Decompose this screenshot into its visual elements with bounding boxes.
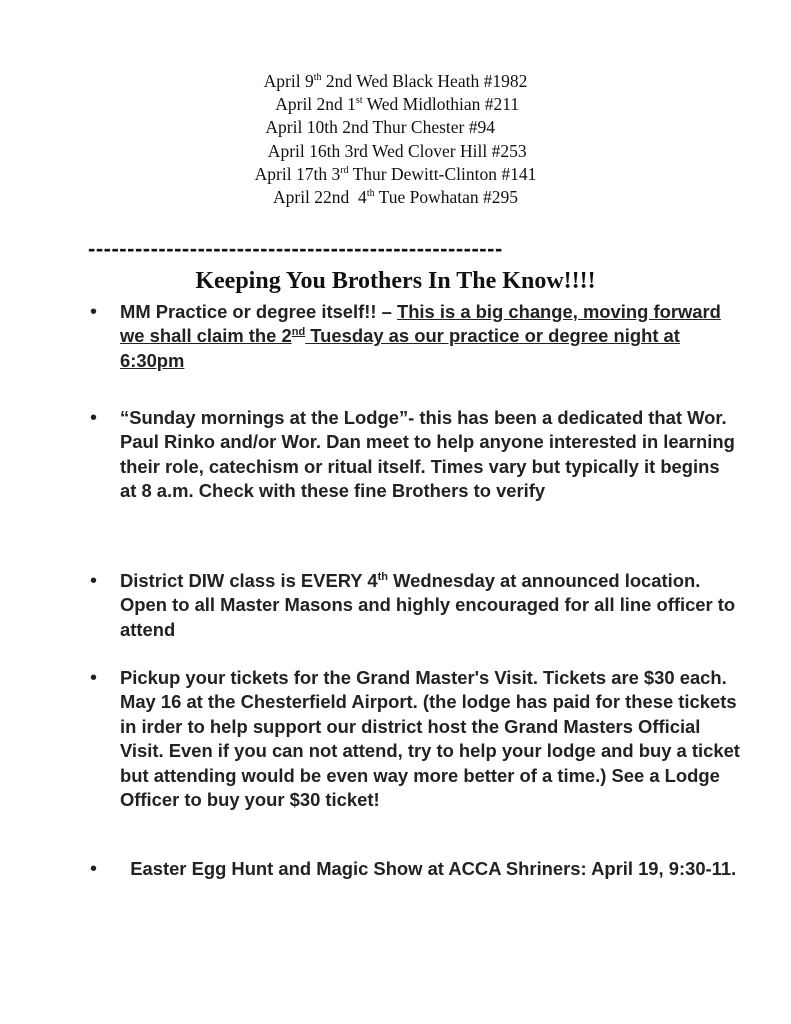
- schedule-line: April 10th 2nd Thur Chester #94: [265, 117, 526, 138]
- list-item-diw-class: [90, 569, 740, 642]
- schedule-line: April 22nd 4th Tue Powhatan #295: [272, 187, 519, 208]
- list-item-easter-egg-hunt: [90, 857, 740, 881]
- bullet-icon: •: [90, 570, 98, 592]
- bullet-icon: •: [90, 667, 98, 689]
- schedule-line: April 16th 3rd Wed Clover Hill #253: [264, 140, 527, 161]
- list-item-text: Pickup your tickets for the Grand Master's Visit. Tickets are $30 each. May 16 at the Chesterfield Airport. (the lodge has paid for these tickets in irder to help support our district host the Grand Masters Official Visit. Even if you can not attend, try to help your lodge and buy a ticket but attending would be even way more better of a time.) See a Lodge Officer to buy your $30 ticket!: [120, 667, 740, 811]
- section-heading: Keeping You Brothers In The Know!!!!: [195, 268, 596, 294]
- list-item-mm-practice: [90, 300, 740, 373]
- list-item-text: MM Practice or degree itself!! – This is a big change, moving forward we shall claim the 2nd Tuesday as our practice or degree night at 6:30pm: [120, 301, 721, 371]
- bullet-icon: •: [90, 407, 98, 429]
- dashed-divider: -----------------------------------------------------: [88, 236, 503, 261]
- bullet-icon: •: [90, 301, 98, 323]
- bullet-icon: •: [90, 858, 98, 880]
- list-item-sunday-mornings: [90, 406, 740, 504]
- schedule-line: April 9th 2nd Wed Black Heath #1982: [263, 71, 528, 91]
- list-item-grand-master-tickets: [90, 666, 740, 812]
- degree-schedule: [0, 70, 791, 209]
- list-item-text: District DIW class is EVERY 4th Wednesday at announced location. Open to all Master Masons and highly encouraged for all line officer to attend: [120, 570, 736, 640]
- schedule-line: April 17th 3rd Thur Dewitt-Clinton #141: [254, 163, 537, 184]
- schedule-line: April 2nd 1st Wed Midlothian #211: [271, 94, 520, 115]
- list-item-text: “Sunday mornings at the Lodge”- this has been a dedicated that Wor. Paul Rinko and/or Wor. Dan meet to help anyone interested in learning their role, catechism or ritual itself. Times vary but typically it begins at 8 a.m. Check with these fine Brothers to verify: [120, 407, 735, 502]
- list-item-text: Easter Egg Hunt and Magic Show at ACCA Shriners: April 19, 9:30-11.: [120, 858, 737, 879]
